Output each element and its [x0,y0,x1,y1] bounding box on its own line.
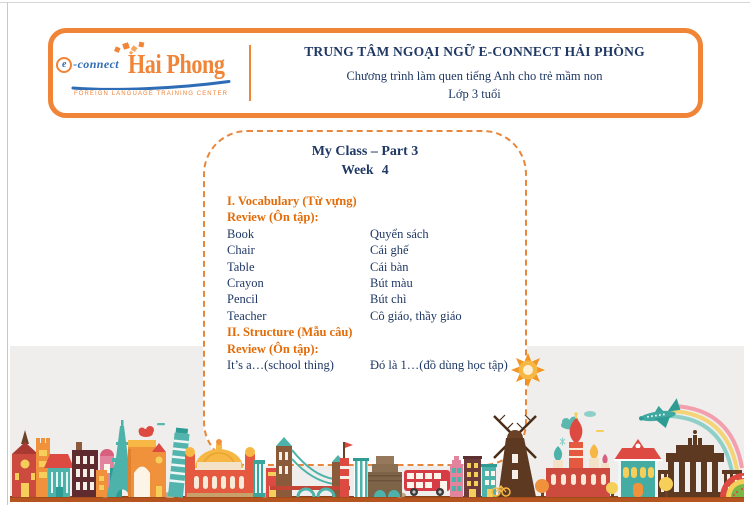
logo-connect-text: -connect [73,57,120,71]
lesson-week: Week 4 [341,162,389,177]
vocab-vi: Cô giáo, thầy giáo [370,308,462,323]
section-1-heading: I. Vocabulary (Từ vựng) [227,194,357,208]
logo-tagline: FOREIGN LANGUAGE TRAINING CENTER [73,90,229,97]
vocab-en: Table [227,259,255,274]
lesson-body [227,193,517,373]
page-top-edge [0,2,750,3]
vocab-en: Book [227,226,255,241]
center-name: TRUNG TÂM NGOẠI NGỮ E-CONNECT HẢI PHÒNG [304,44,645,59]
vocab-row [227,275,517,291]
vocab-vi: Cái ghế [370,243,409,258]
structure-en: It’s a…(school thing) [227,358,334,373]
header-box [48,28,703,118]
vocab-vi: Quyển sách [370,226,429,241]
logo-brand-name: Hai Phong [128,49,225,79]
program-line: Chương trình làm quen tiếng Anh cho trẻ mầm non [346,69,603,83]
vocab-en: Crayon [227,276,264,291]
header-text-zone [251,33,698,113]
vocab-row [227,259,517,275]
logo-zone [53,33,249,113]
vocab-row [227,308,517,324]
vocab-en: Teacher [227,308,267,323]
section-2-review: Review (Ôn tập): [227,341,319,356]
vocab-en: Pencil [227,292,259,307]
structure-vi: Đó là 1…(đồ dùng học tập) [370,358,508,373]
lesson-card [203,130,527,466]
section-1-review: Review (Ôn tập): [227,210,319,225]
vocab-row [227,242,517,258]
page-left-edge [7,2,8,505]
logo-row [56,50,246,80]
logo-e-ring-icon: e [56,57,72,73]
class-level-line: Lớp 3 tuổi [448,87,501,101]
logo-econnect-haiphong [56,50,246,97]
vocab-vi: Cái bàn [370,259,409,274]
vocab-row [227,226,517,242]
structure-row [227,357,517,373]
vocab-en: Chair [227,243,255,258]
section-2-heading: II. Structure (Mẫu câu) [227,325,353,340]
vocab-vi: Bút chì [370,292,407,307]
vocab-row [227,291,517,307]
vocab-vi: Bút màu [370,276,413,291]
swoosh-icon [71,80,231,90]
lesson-title: My Class – Part 3 [311,144,419,159]
